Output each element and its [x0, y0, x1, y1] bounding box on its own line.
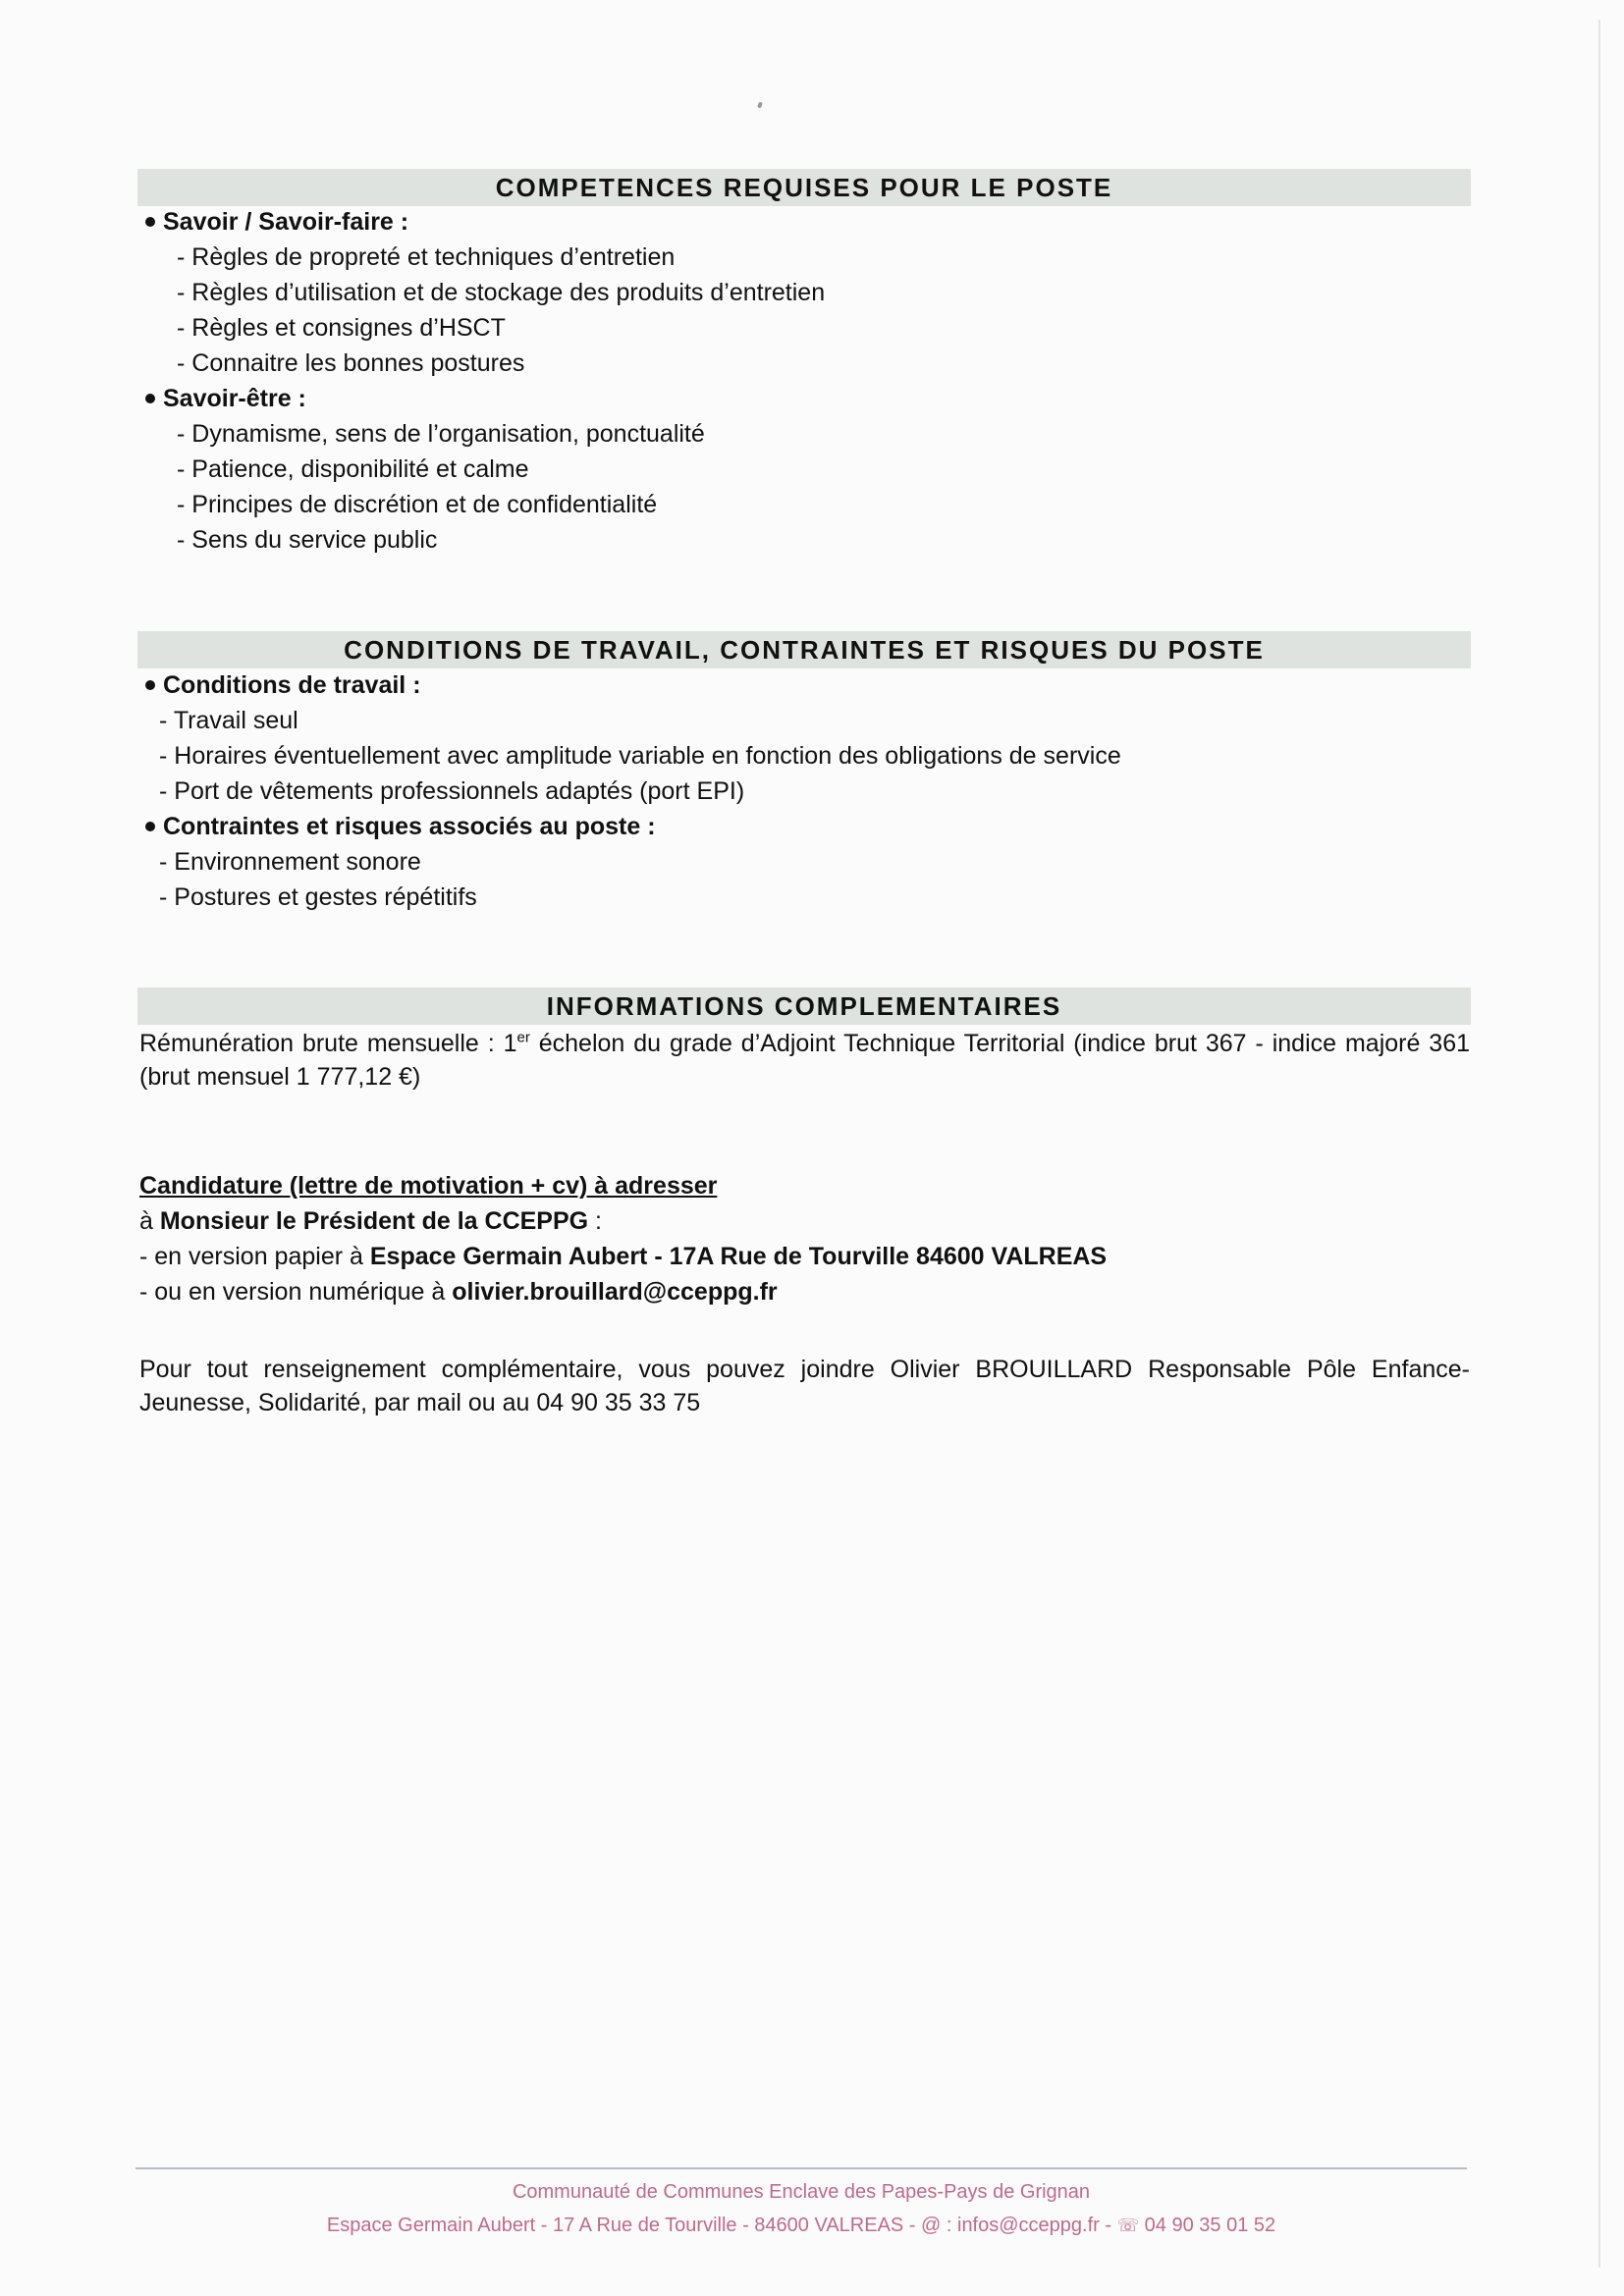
list-item: - Connaitre les bonnes postures: [137, 346, 1473, 381]
group-title: Savoir / Savoir-faire :: [137, 204, 1473, 240]
section-header-conditions: [137, 631, 1471, 668]
conditions-list: [137, 667, 1473, 915]
scan-speck: [757, 101, 763, 108]
list-item: - Principes de discrétion et de confidentialité: [137, 487, 1473, 522]
candidature-digital: - ou en version numérique à olivier.brouillard@cceppg.fr: [139, 1278, 778, 1306]
list-item: - Postures et gestes répétitifs: [137, 880, 1473, 915]
list-item: - Horaires éventuellement avec amplitude variable en fonction des obligations de service: [137, 738, 1473, 774]
group-title: Conditions de travail :: [137, 667, 1473, 703]
list-item: - Dynamisme, sens de l’organisation, ponctualité: [137, 416, 1473, 452]
candidature-paper: - en version papier à Espace Germain Aubert - 17A Rue de Tourville 84600 VALREAS: [139, 1243, 1108, 1270]
section-header-competences: [137, 169, 1471, 206]
list-item: - Sens du service public: [137, 522, 1473, 558]
bullet-icon: [145, 394, 155, 403]
list-item: - Règles et consignes d’HSCT: [137, 310, 1473, 346]
footer-org-name: Communauté de Communes Enclave des Papes-Pays de Grignan: [512, 2181, 1091, 2203]
list-item: - Environnement sonore: [137, 844, 1473, 880]
candidature-recipient: à Monsieur le Président de la CCEPPG :: [139, 1207, 602, 1235]
list-item: - Règles d’utilisation et de stockage des produits d’entretien: [137, 275, 1473, 310]
contact-text: Pour tout renseignement complémentaire, vous pouvez joindre Olivier BROUILLARD Responsable Pôle Enfance-Jeunesse, Solidarité, par mail ou au 04 90 35 33 75: [139, 1356, 1470, 1416]
section-header-infos: [137, 988, 1471, 1025]
bullet-icon: [145, 680, 155, 690]
list-item: - Patience, disponibilité et calme: [137, 452, 1473, 487]
bullet-icon: [145, 217, 155, 227]
remuneration-text: Rémunération brute mensuelle : 1er échelon du grade d’Adjoint Technique Territorial (indice brut 367 - indice majoré 361 (brut mensuel 1 777,12 €): [139, 1029, 1471, 1091]
candidature-block: [139, 1168, 1470, 1309]
footer-address: Espace Germain Aubert - 17 A Rue de Tourville - 84600 VALREAS - @ : infos@cceppg.fr - ☏ 04 90 35 01 52: [326, 2215, 1276, 2236]
group-title: Contraintes et risques associés au poste :: [137, 809, 1473, 844]
bullet-icon: [145, 822, 155, 831]
telephone-icon: ☏: [1116, 2216, 1140, 2235]
section-title: INFORMATIONS COMPLEMENTAIRES: [546, 990, 1062, 1021]
section-title: COMPETENCES REQUISES POUR LE POSTE: [495, 172, 1113, 202]
email-link[interactable]: olivier.brouillard@cceppg.fr: [452, 1278, 778, 1306]
competences-list: [137, 204, 1473, 558]
footer-divider: [135, 2167, 1467, 2169]
candidature-heading: Candidature (lettre de motivation + cv) à adresser: [139, 1172, 718, 1200]
group-title: Savoir-être :: [137, 381, 1473, 416]
list-item: - Port de vêtements professionnels adaptés (port EPI): [137, 774, 1473, 809]
scan-edge: [1598, 20, 1600, 2268]
list-item: - Travail seul: [137, 703, 1473, 738]
list-item: - Règles de propreté et techniques d’entretien: [137, 240, 1473, 275]
section-title: CONDITIONS DE TRAVAIL, CONTRAINTES ET RISQUES DU POSTE: [344, 634, 1265, 665]
